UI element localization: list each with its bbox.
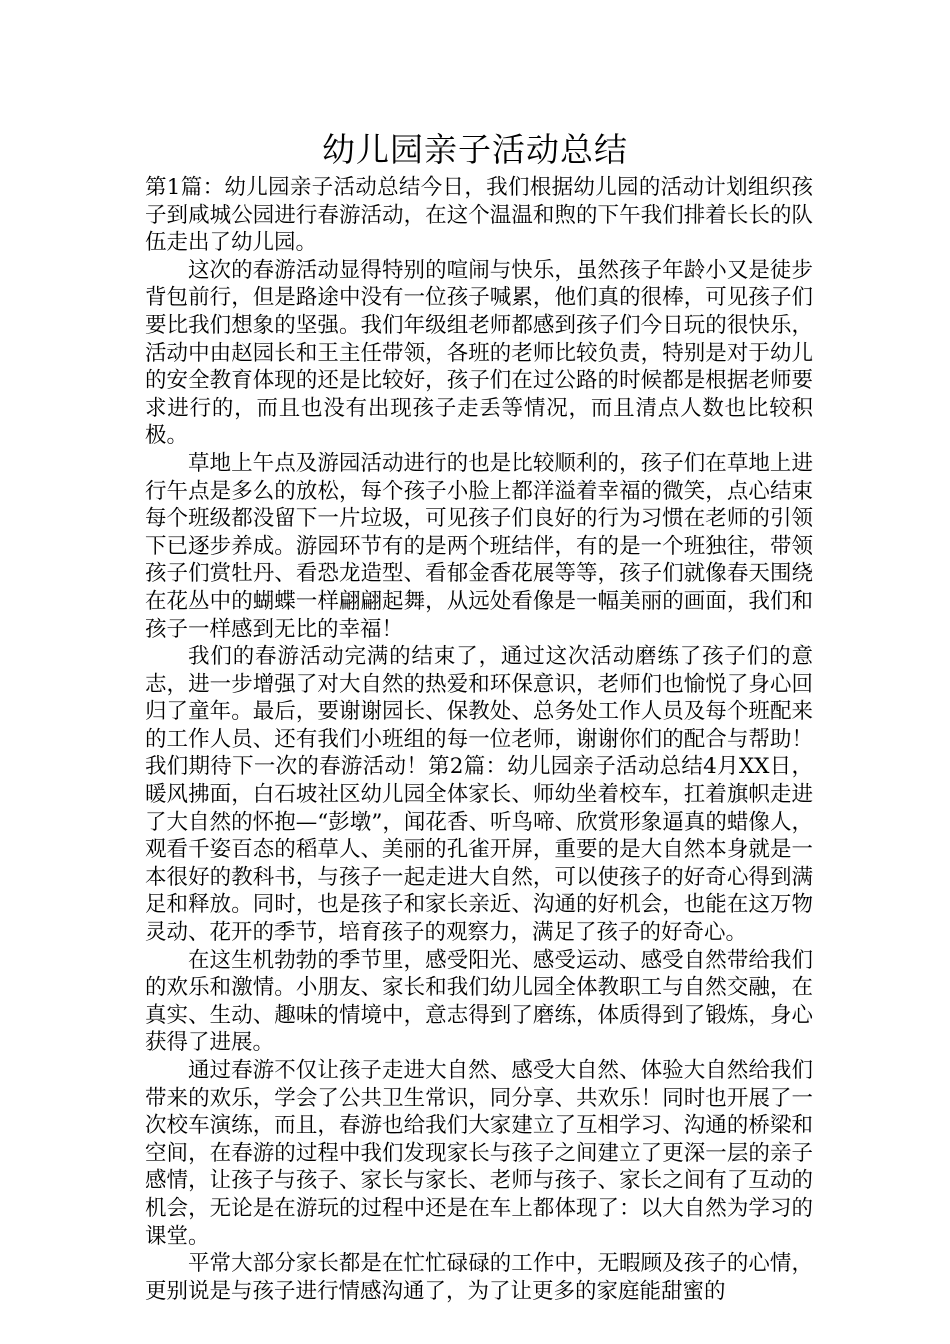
paragraph-4: 我们的春游活动完满的结束了，通过这次活动磨练了孩子们的意志，进一步增强了对大自然的热爱和环保意识，老师们也愉悦了身心回归了童年。最后，要谢谢园长、保教处、总务处工作人员及每个班配来的工作人员、还有我们小班组的每一位老师，谢谢你们的配合与帮助！我们期待下一次的春游活动！第2篇：幼儿园亲子活动总结4月XX日，暖风拂面，白石坡社区幼儿园全体家长、师幼坐着校车，扛着旗帜走进了大自然的怀抱—“彭墩”，闻花香、听鸟啼、欣赏形象逼真的蜡像人，观看千姿百态的稻草人、美丽的孔雀开屏，重要的是大自然本身就是一本很好的教科书，与孩子一起走进大自然，可以使孩子的好奇心得到满足和释放。同时，也是孩子和家长亲近、沟通的好机会，也能在这万物灵动、花开的季节，培育孩子的观察力，满足了孩子的好奇心。 (145, 644, 813, 946)
paragraph-7: 平常大部分家长都是在忙忙碌碌的工作中，无暇顾及孩子的心情，更别说是与孩子进行情感沟通了，为了让更多的家庭能甜蜜的 (145, 1251, 813, 1304)
paragraph-5: 在这生机勃勃的季节里，感受阳光、感受运动、感受自然带给我们的欢乐和激情。小朋友、家长和我们幼儿园全体教职工与自然交融，在真实、生动、趣味的情境中，意志得到了磨练，体质得到了锻炼，身心获得了进展。 (145, 947, 813, 1056)
paragraph-6: 通过春游不仅让孩子走进大自然、感受大自然、体验大自然给我们带来的欢乐，学会了公共卫生常识，同分享、共欢乐！同时也开展了一次校车演练，而且，春游也给我们大家建立了互相学习、沟通的桥梁和空间，在春游的过程中我们发现家长与孩子之间建立了更深一层的亲子感情，让孩子与孩子、家长与家长、老师与孩子、家长之间有了互动的机会，无论是在游玩的过程中还是在车上都体现了：以大自然为学习的课堂。 (145, 1058, 813, 1249)
paragraph-2: 这次的春游活动显得特别的喧闹与快乐，虽然孩子年龄小又是徒步背包前行，但是路途中没有一位孩子喊累，他们真的很棒，可见孩子们要比我们想象的坚强。我们年级组老师都感到孩子们今日玩的很快乐，活动中由赵园长和王主任带领，各班的老师比较负责，特别是对于幼儿的安全教育体现的还是比较好，孩子们在过公路的时候都是根据老师要求进行的，而且也没有出现孩子走丢等情况，而且清点人数也比较积极。 (145, 257, 813, 449)
document-body (145, 174, 813, 1305)
paragraph-1: 第1篇：幼儿园亲子活动总结今日，我们根据幼儿园的活动计划组织孩子到咸城公园进行春游活动，在这个温温和煦的下午我们排着长长的队伍走出了幼儿园。 (145, 175, 813, 256)
document-title: 幼儿园亲子活动总结 (322, 130, 628, 169)
paragraph-3: 草地上午点及游园活动进行的也是比较顺利的，孩子们在草地上进行午点是多么的放松，每个孩子小脸上都洋溢着幸福的微笑，点心结束每个班级都没留下一片垃圾，可见孩子们良好的行为习惯在老师的引领下已逐步养成。游园环节有的是两个班结伴，有的是一个班独往，带领孩子们赏牡丹、看恐龙造型、看郁金香花展等等，孩子们就像春天围绕在花丛中的蝴蝶一样翩翩起舞，从远处看像是一幅美丽的画面，我们和孩子一样感到无比的幸福！ (145, 450, 813, 642)
